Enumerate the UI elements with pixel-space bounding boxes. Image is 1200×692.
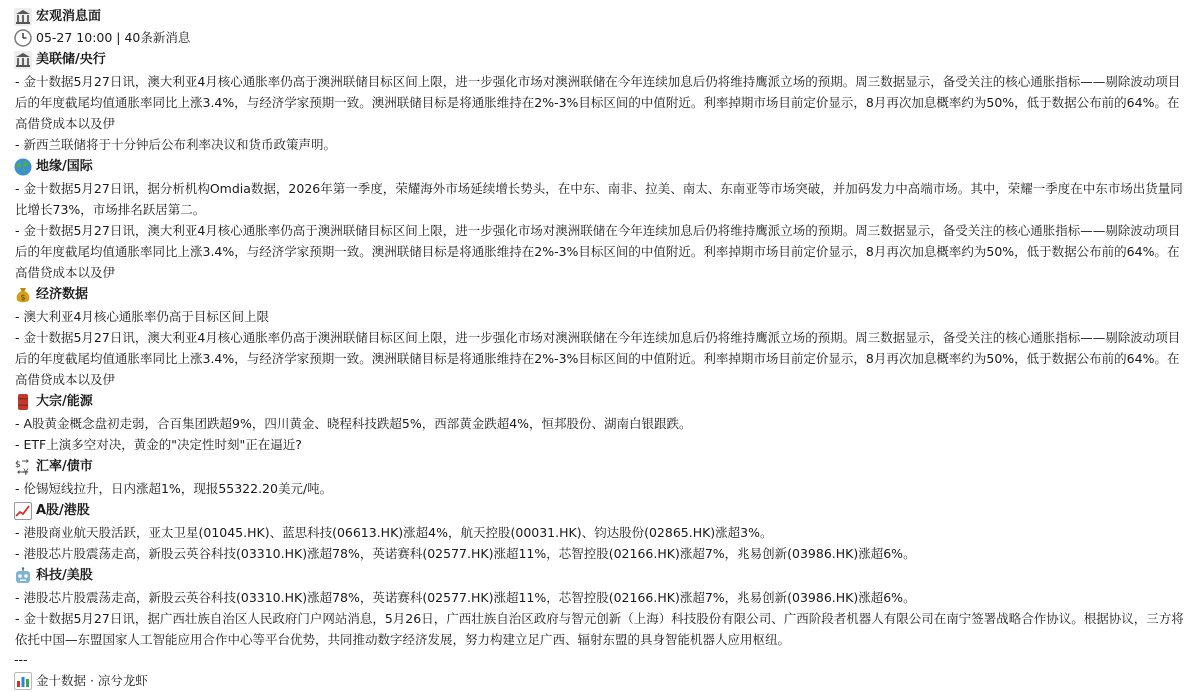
oil-barrel-icon (14, 393, 32, 411)
list-item: - 伦锡短线拉升，日内涨超1%，现报55322.20美元/吨。 (15, 481, 333, 496)
list-item: - 金十数据5月27日讯，澳大利亚4月核心通胀率仍高于澳洲联储目标区间上限，进一步强化市场对澳洲联储在今年连续加息后仍将维持鹰派立场的预期。周三数据显示，备受关注的核心通胀指标——剔除波动项目后的年度截尾均值通胀率同比上涨3.4%，与经济学家预期一致。澳洲联储目标是将通胀维持在2%-3%目标区间的中值附近。利率掉期市场目前定价显示，8月再次加息概率约为50%，低于数据公布前的64%。在高借贷成本以及伊 (15, 74, 1181, 131)
list-item: - ETF上演多空对决，黄金的"决定性时刻"正在逼近? (15, 437, 302, 452)
bank-icon (14, 51, 32, 69)
section-title: A股/港股 (36, 503, 90, 518)
money-bag-icon (14, 286, 32, 304)
section-title: 大宗/能源 (36, 394, 93, 409)
section-title: 科技/美股 (36, 568, 93, 583)
list-item: - 金十数据5月27日讯，据广西壮族自治区人民政府门户网站消息，5月26日，广西壮族自治区政府与智元创新（上海）科技股份有限公司、广西阶段者机器人有限公司在南宁签署战略合作协议。根据协议，三方将依托中国—东盟国家人工智能应用合作中心等平台优势，共同推动数字经济发展，努力构建立足广西、辐射东盟的具身智能机器人应用枢纽。 (15, 611, 1184, 647)
section-header-fx-bonds (14, 456, 1186, 478)
section-header-geopolitics (14, 156, 1186, 178)
section-header-a-hk-stocks (14, 500, 1186, 522)
list-item: - 金十数据5月27日讯，澳大利亚4月核心通胀率仍高于澳洲联储目标区间上限，进一步强化市场对澳洲联储在今年连续加息后仍将维持鹰派立场的预期。周三数据显示，备受关注的核心通胀指标——剔除波动项目后的年度截尾均值通胀率同比上涨3.4%，与经济学家预期一致。澳洲联储目标是将通胀维持在2%-3%目标区间的中值附近。利率掉期市场目前定价显示，8月再次加息概率约为50%，低于数据公布前的64%。在高借贷成本以及伊 (15, 330, 1181, 387)
list-item: - A股黄金概念盘初走弱，合百集团跌超9%，四川黄金、晓程科技跌超5%，西部黄金跌超4%，恒邦股份、湖南白银跟跌。 (15, 416, 692, 431)
section-title: 美联储/央行 (36, 52, 106, 67)
separator: --- (14, 652, 28, 667)
list-item: - 港股芯片股震荡走高，新股云英谷科技(03310.HK)涨超78%，英诺赛科(02577.HK)涨超11%，芯智控股(02166.HK)涨超7%，兆易创新(03986.HK)涨超6%。 (15, 590, 916, 605)
list-item: - 澳大利亚4月核心通胀率仍高于目标区间上限 (15, 309, 269, 324)
footer-source: 金十数据 · 凉兮龙虾 (36, 673, 148, 688)
section-header-tech-us-stocks (14, 565, 1186, 587)
svg-text:$: $ (15, 460, 21, 470)
list-item: - 金十数据5月27日讯，澳大利亚4月核心通胀率仍高于澳洲联储目标区间上限，进一步强化市场对澳洲联储在今年连续加息后仍将维持鹰派立场的预期。周三数据显示，备受关注的核心通胀指标——剔除波动项目后的年度截尾均值通胀率同比上涨3.4%，与经济学家预期一致。澳洲联储目标是将通胀维持在2%-3%目标区间的中值附近。利率掉期市场目前定价显示，8月再次加息概率约为50%，低于数据公布前的64%。在高借贷成本以及伊 (15, 223, 1181, 280)
list-item: - 新西兰联储将于十分钟后公布利率决议和货币政策声明。 (15, 137, 336, 152)
section-header-central-bank (14, 49, 1186, 71)
digest-meta (14, 27, 1186, 48)
svg-text:¥: ¥ (23, 468, 29, 476)
section-header-commodities (14, 391, 1186, 413)
section-title: 汇率/债市 (36, 459, 93, 474)
footer (14, 670, 1186, 692)
chart-up-icon (14, 502, 32, 520)
currency-exchange-icon (14, 458, 32, 476)
globe-icon (14, 158, 32, 176)
svg-text:$: $ (20, 293, 26, 302)
clock-icon (14, 29, 32, 47)
list-item: - 金十数据5月27日讯，据分析机构Omdia数据，2026年第一季度，荣耀海外市场延续增长势头，在中东、南非、拉美、南太、东南亚等市场突破，并加码发力中高端市场。其中，荣耀一季度在中东市场出货量同比增长73%，市场排名跃居第二。 (15, 181, 1183, 217)
digest-header (14, 6, 1186, 27)
section-title: 地缘/国际 (36, 159, 93, 174)
timestamp-and-count: 05-27 10:00 | 40条新消息 (36, 30, 191, 45)
list-item: - 港股芯片股震荡走高，新股云英谷科技(03310.HK)涨超78%，英诺赛科(02577.HK)涨超11%，芯智控股(02166.HK)涨超7%，兆易创新(03986.HK)涨超6%。 (15, 546, 916, 561)
page-title: 宏观消息面 (36, 9, 102, 24)
robot-icon (14, 567, 32, 585)
bank-icon (14, 8, 32, 26)
bar-chart-icon (14, 672, 32, 690)
section-title: 经济数据 (36, 287, 89, 302)
list-item: - 港股商业航天股活跃，亚太卫星(01045.HK)、蓝思科技(06613.HK)涨超4%，航天控股(00031.HK)、钧达股份(02865.HK)涨超3%。 (15, 525, 773, 540)
section-header-economic-data (14, 284, 1186, 306)
